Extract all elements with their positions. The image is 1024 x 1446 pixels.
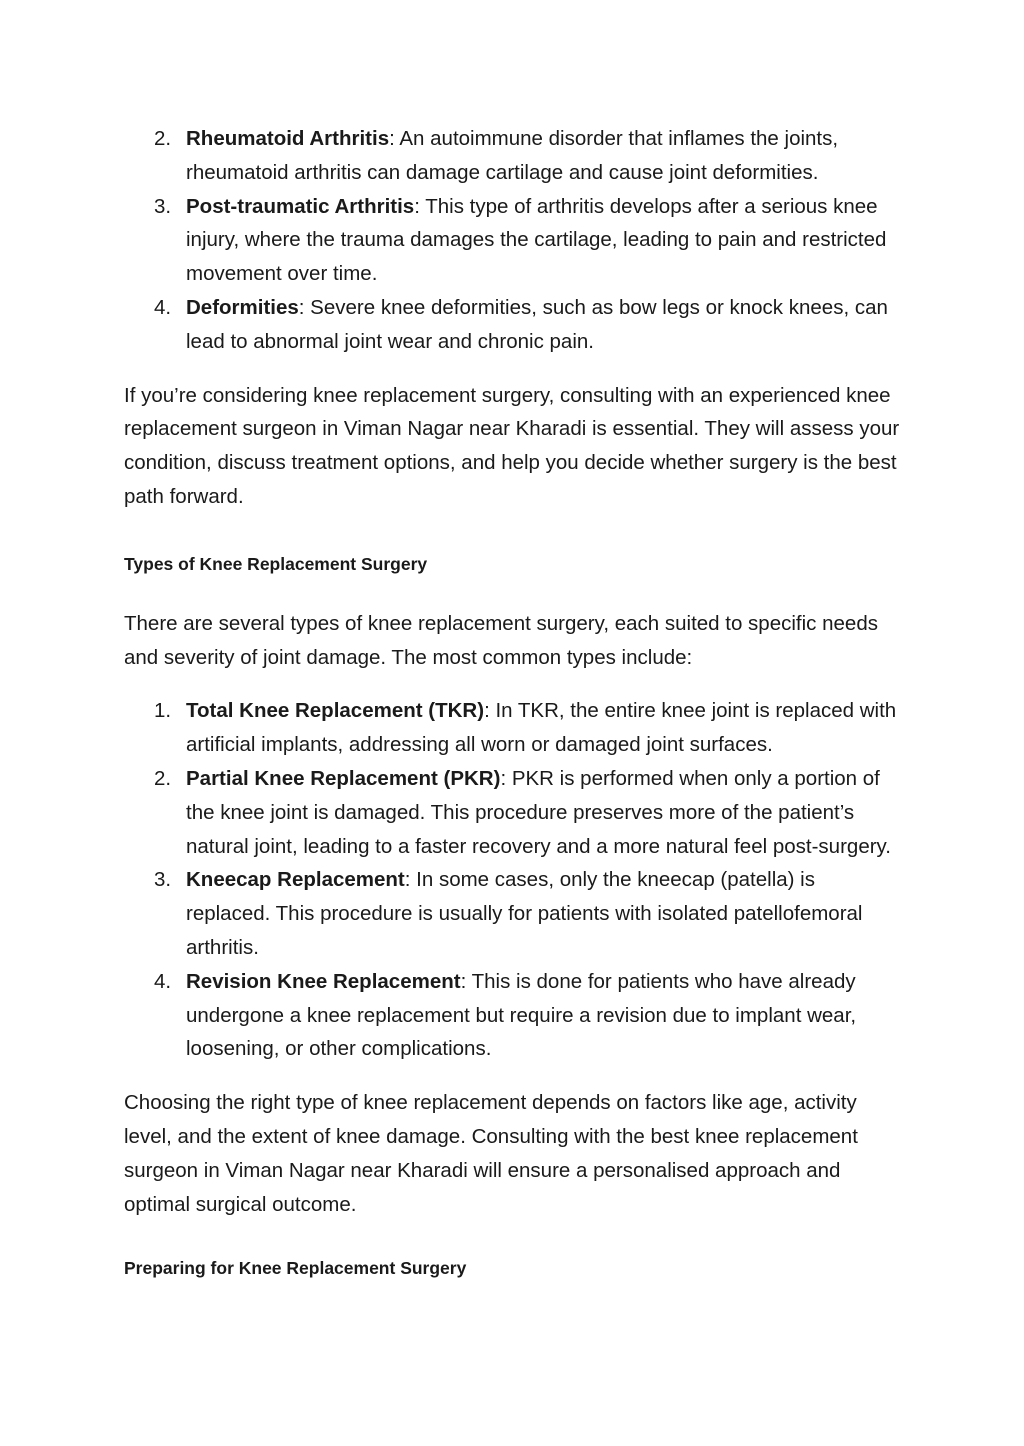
list-item (124, 122, 904, 190)
list-item (124, 863, 904, 964)
types-list (124, 694, 904, 1066)
list-item (124, 190, 904, 291)
list-number: 2. (154, 127, 172, 150)
list-term: Revision Knee Replacement (186, 969, 461, 993)
types-intro-paragraph: There are several types of knee replacement surgery, each suited to specific needs and severity of joint damage. The most common types include: (124, 611, 878, 669)
list-number: 4. (154, 295, 172, 319)
list-item (124, 762, 904, 863)
list-item (124, 694, 904, 762)
list-number: 3. (154, 868, 172, 892)
consult-paragraph: If you’re considering knee replacement surgery, consulting with an experienced knee replacement surgeon in Viman Nagar near Kharadi is essential. They will assess your condition, discuss treatment options, and help you decide whether surgery is the best path forward. (124, 383, 900, 508)
list-item (124, 965, 904, 1066)
list-text: : In some cases, only the kneecap (patella) is replaced. This procedure is usually for patients with isolated patellofemoral arthritis. (186, 868, 863, 959)
choosing-paragraph: Choosing the right type of knee replacement depends on factors like age, activity level, and the extent of knee damage. Consulting with the best knee replacement surgeon in Viman Nagar near Kharadi will ensure a personalised approach and optimal surgical outcome. (124, 1091, 858, 1216)
list-item (124, 291, 904, 359)
list-text: : This is done for patients who have already undergone a knee replacement but require a revision due to implant wear, loosening, or other complications. (186, 969, 857, 1061)
list-term: Rheumatoid Arthritis (186, 127, 390, 150)
list-number: 2. (154, 766, 172, 790)
document-page (124, 122, 904, 1280)
list-text: : This type of arthritis develops after a serious knee injury, where the trauma damages the cartilage, leading to pain and restricted movement over time. (186, 194, 887, 286)
list-number: 4. (154, 969, 172, 993)
list-text: : In TKR, the entire knee joint is replaced with artificial implants, addressing all worn or damaged joint surfaces. (186, 699, 897, 757)
preparing-heading: Preparing for Knee Replacement Surgery (124, 1258, 467, 1279)
list-term: Total Knee Replacement (TKR) (186, 699, 485, 723)
list-term: Partial Knee Replacement (PKR) (186, 766, 501, 790)
list-term: Kneecap Replacement (186, 868, 405, 892)
list-term: Post-traumatic Arthritis (186, 194, 415, 218)
list-number: 1. (154, 699, 172, 723)
list-number: 3. (154, 194, 172, 218)
conditions-list (124, 122, 904, 359)
list-text: : An autoimmune disorder that inflames the joints, rheumatoid arthritis can damage cartilage and cause joint deformities. (186, 127, 839, 184)
list-text: : PKR is performed when only a portion of the knee joint is damaged. This procedure preserves more of the patient’s natural joint, leading to a faster recovery and a more natural feel post-surgery. (186, 766, 891, 858)
list-text: : Severe knee deformities, such as bow legs or knock knees, can lead to abnormal joint wear and chronic pain. (186, 295, 888, 353)
types-heading: Types of Knee Replacement Surgery (124, 553, 428, 574)
list-term: Deformities (186, 295, 299, 319)
